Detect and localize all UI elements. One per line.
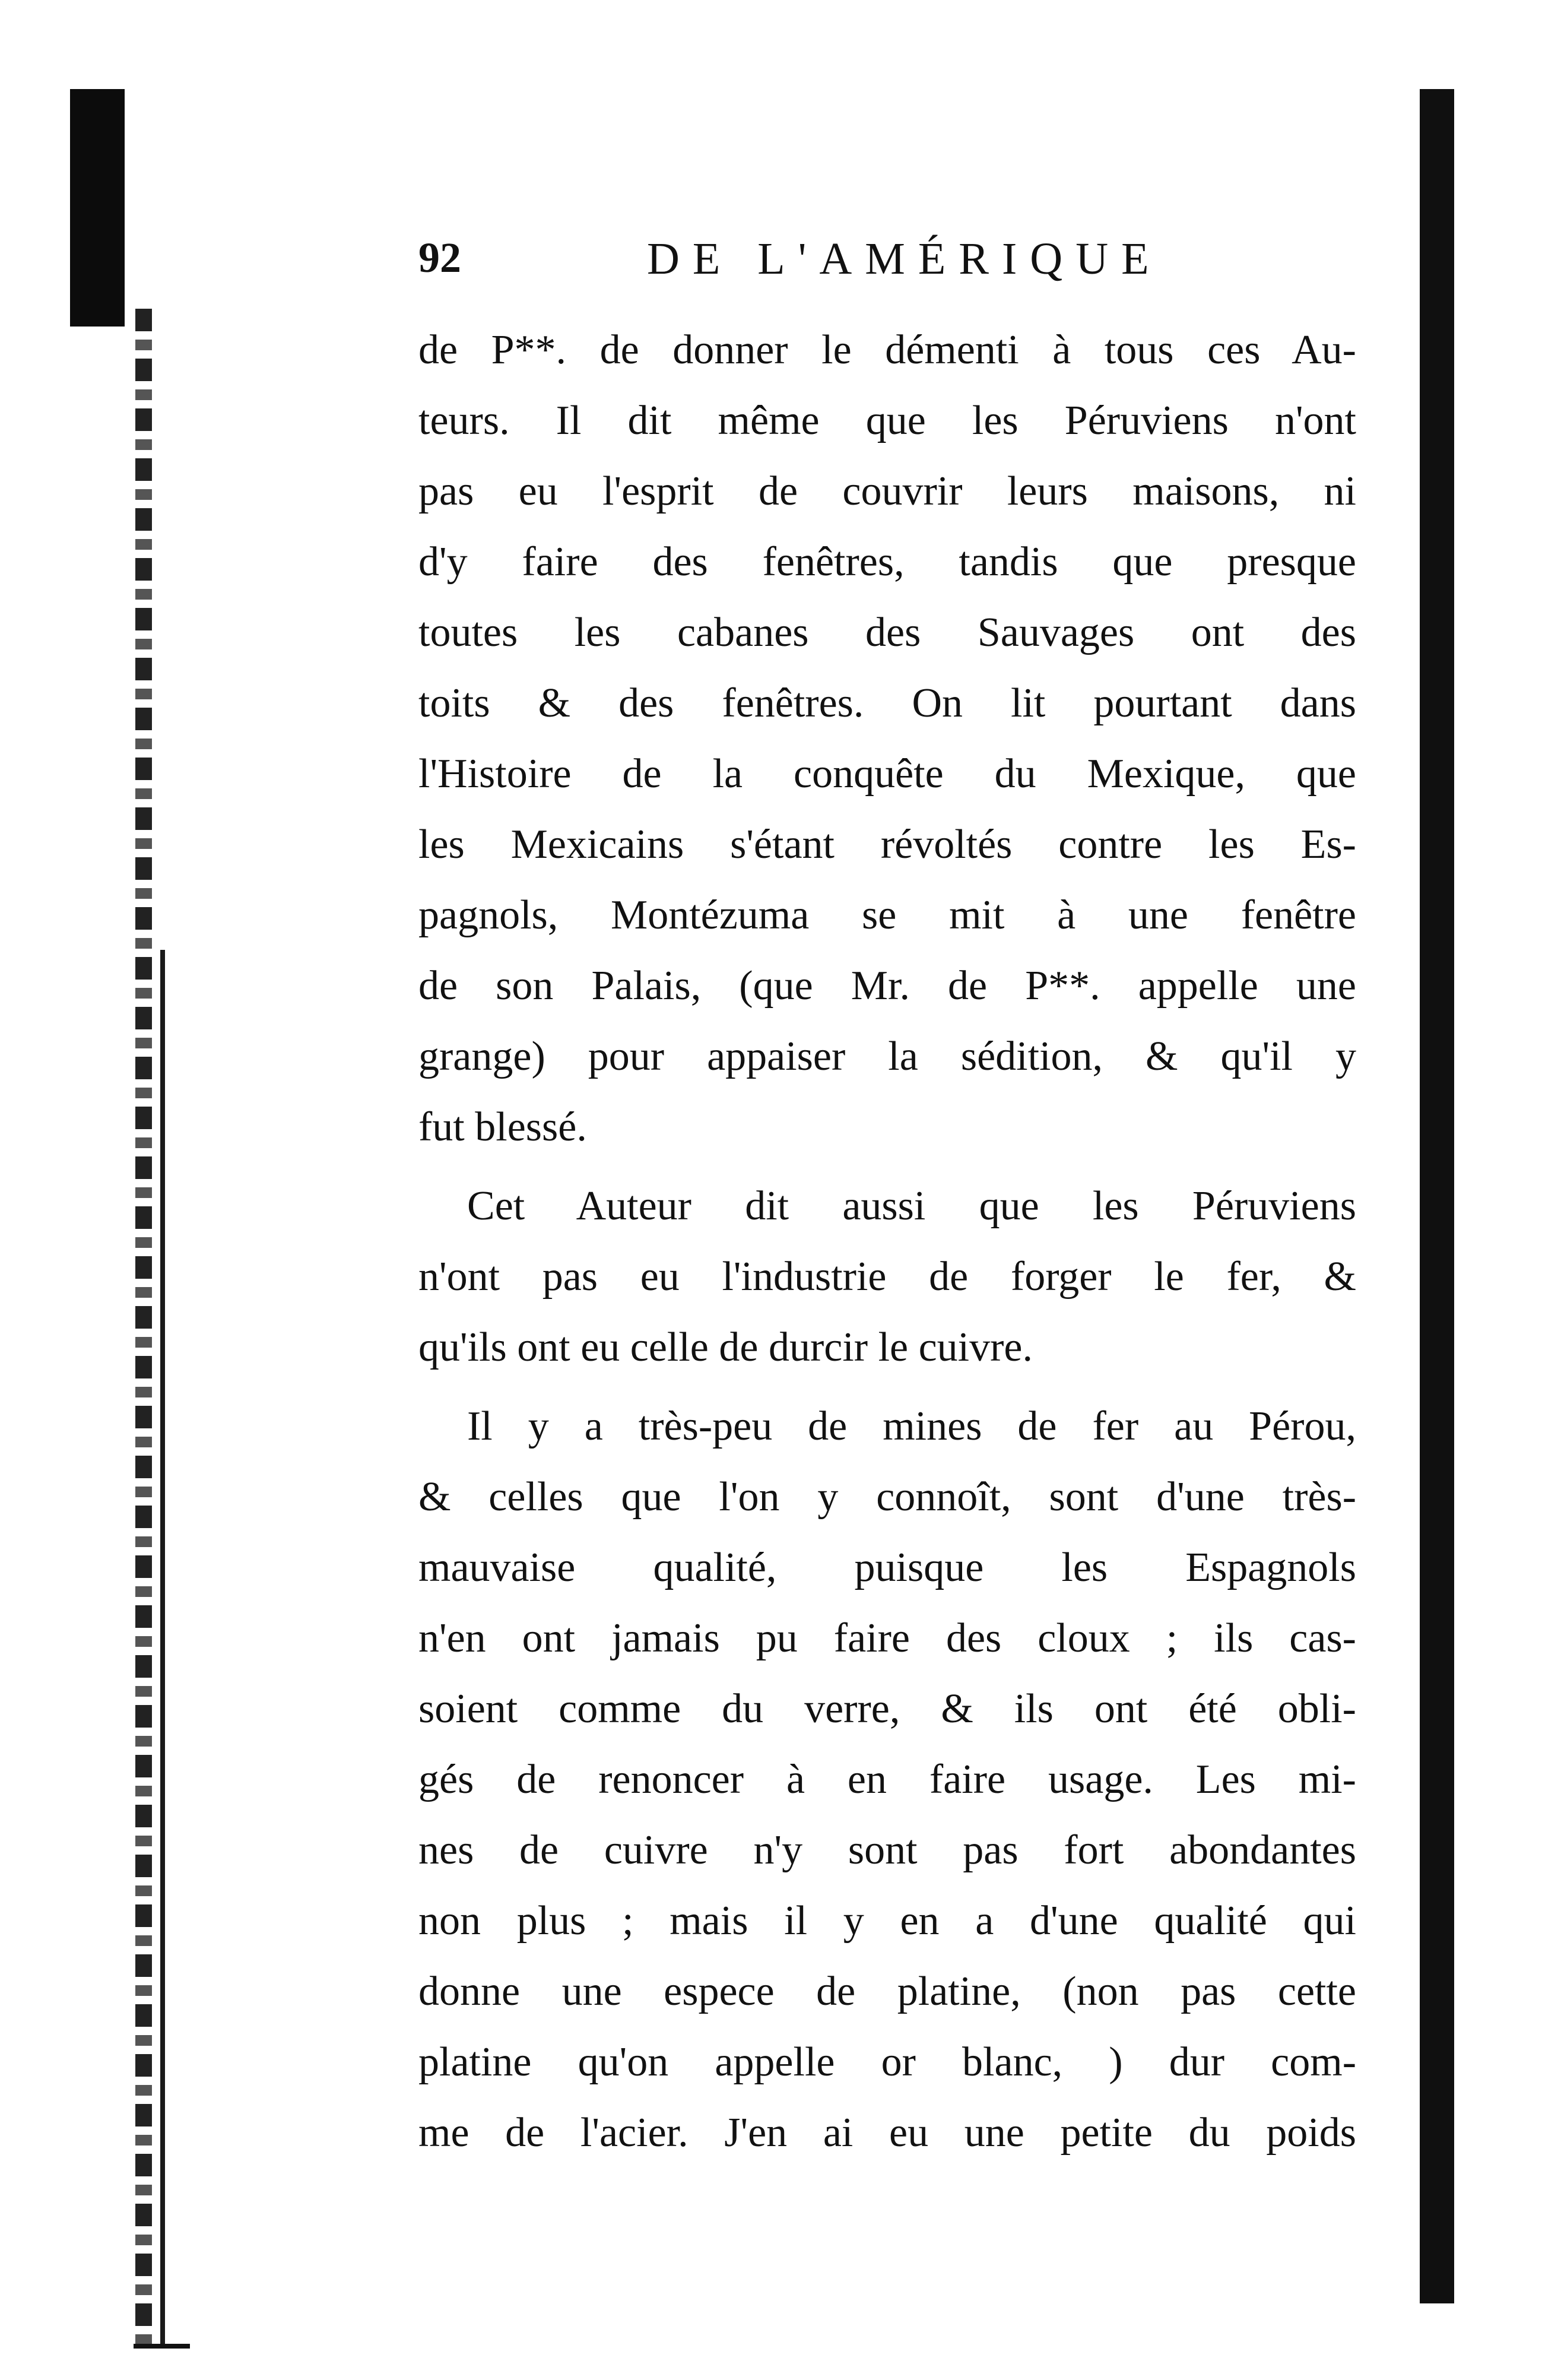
paragraph — [418, 315, 1356, 1162]
text-line: me de l'acier. J'en ai eu une petite du poids — [418, 2110, 1356, 2156]
scan-binding-line-left — [160, 950, 165, 2345]
text-line: teurs. Il dit même que les Péruviens n'ont — [418, 398, 1356, 443]
text-line: qu'ils ont eu celle de durcir le cuivre. — [418, 1324, 1033, 1370]
text-line: Il y a très-peu de mines de fer au Pérou, — [467, 1403, 1356, 1449]
paragraph — [418, 1391, 1356, 2168]
text-line: toits & des fenêtres. On lit pourtant dans — [418, 680, 1356, 726]
text-line: pas eu l'esprit de couvrir leurs maisons, ni — [418, 468, 1356, 514]
text-line: l'Histoire de la conquête du Mexique, que — [418, 751, 1356, 797]
text-line: gés de renoncer à en faire usage. Les mi- — [418, 1757, 1356, 1802]
text-line: grange) pour appaiser la sédition, & qu'il y — [418, 1034, 1356, 1079]
text-line: pagnols, Montézuma se mit à une fenêtre — [418, 892, 1356, 938]
text-line: de son Palais, (que Mr. de P**. appelle une — [418, 963, 1356, 1009]
text-line: non plus ; mais il y en a d'une qualité qui — [418, 1898, 1356, 1944]
paragraph — [418, 1171, 1356, 1383]
text-line: toutes les cabanes des Sauvages ont des — [418, 610, 1356, 655]
text-line: & celles que l'on y connoît, sont d'une très- — [418, 1474, 1356, 1520]
text-line: fut blessé. — [418, 1104, 587, 1150]
paragraph-gap — [418, 1162, 1356, 1171]
text-line: Cet Auteur dit aussi que les Péruviens — [467, 1183, 1356, 1229]
text-line: de P**. de donner le démenti à tous ces Au- — [418, 327, 1356, 373]
running-head: DE L'AMÉRIQUE — [647, 234, 1162, 284]
body-text — [418, 315, 1356, 2168]
text-line: platine qu'on appelle or blanc, ) dur com- — [418, 2039, 1356, 2085]
text-line: soient comme du verre, & ils ont été obli- — [418, 1686, 1356, 1732]
page-number: 92 — [418, 234, 461, 281]
text-line: les Mexicains s'étant révoltés contre les Es- — [418, 822, 1356, 867]
text-line: mauvaise qualité, puisque les Espagnols — [418, 1545, 1356, 1590]
paragraph-gap — [418, 1383, 1356, 1391]
scan-binding-strip-left — [135, 309, 152, 2345]
text-line: n'ont pas eu l'industrie de forger le fer, & — [418, 1254, 1356, 1300]
text-line: donne une espece de platine, (non pas cette — [418, 1969, 1356, 2014]
text-line: n'en ont jamais pu faire des cloux ; ils cas- — [418, 1615, 1356, 1661]
text-line: d'y faire des fenêtres, tandis que presque — [418, 539, 1356, 585]
text-line: nes de cuivre n'y sont pas fort abondantes — [418, 1827, 1356, 1873]
scan-binding-edge-right — [1420, 89, 1454, 2303]
scan-binding-foot-left — [134, 2344, 190, 2349]
scan-binding-edge-left — [70, 89, 125, 327]
